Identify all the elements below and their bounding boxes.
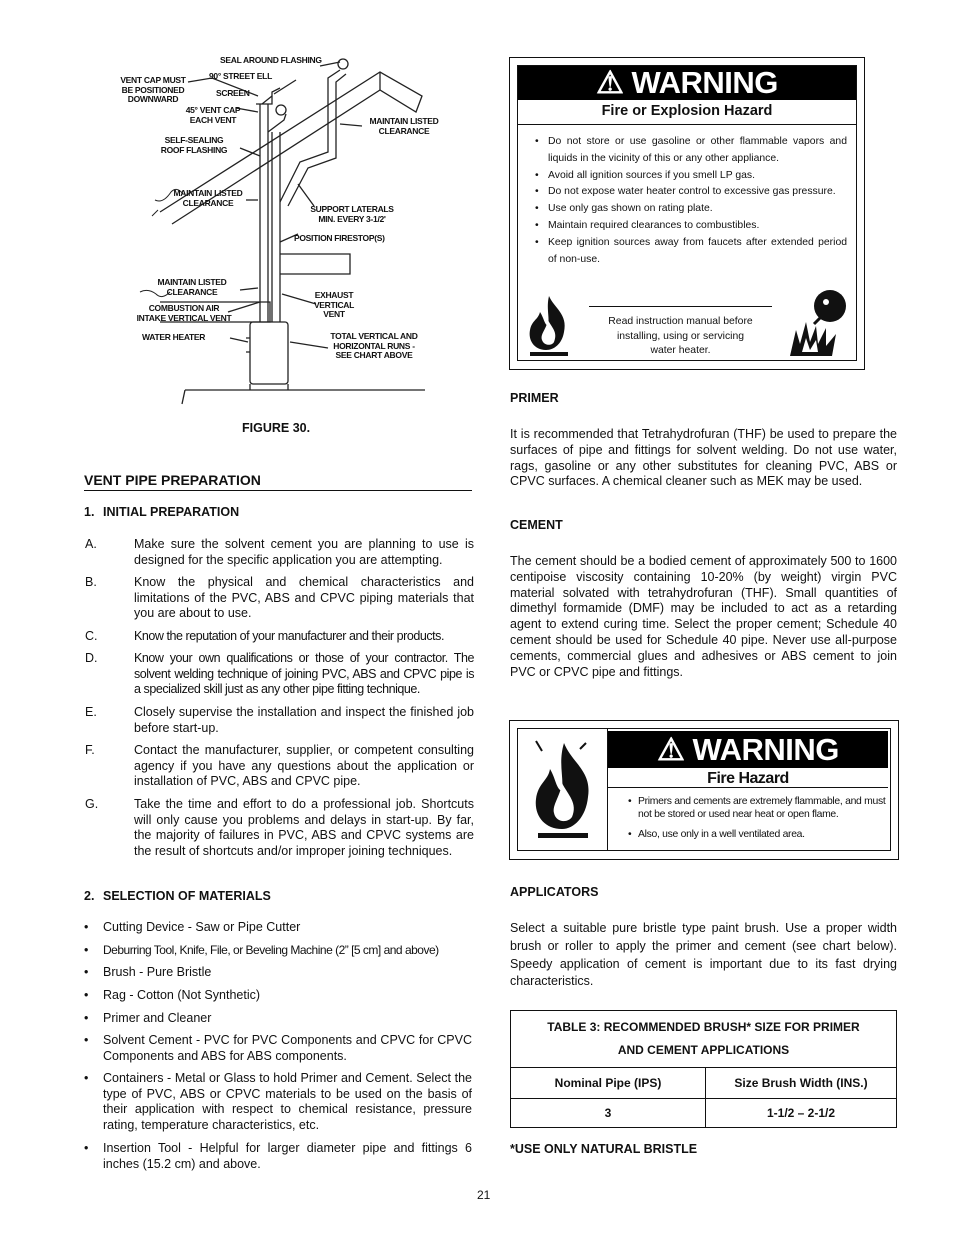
bullet-dot: • (84, 1011, 89, 1025)
list-key: A. (85, 537, 97, 551)
warning-box-fire-explosion (509, 57, 865, 370)
brush-size-table (510, 1010, 897, 1128)
bullet-dot: • (84, 920, 89, 934)
bullet-dot: • (84, 943, 89, 957)
label-total-runs (322, 332, 426, 361)
label-exhaust (306, 291, 362, 320)
warning-item (628, 795, 888, 821)
label-line: COMBUSTION AIR (148, 303, 220, 313)
figure-caption: FIGURE 30. (242, 421, 311, 435)
bullet-text: Solvent Cement - PVC for PVC Components and CPVC for CPVC Components and ABS for ABS components. (103, 1033, 472, 1063)
applicators-text: Select a suitable pure bristle type paint brush. Use a proper width brush or roller to apply the primer and cement (see chart below). Speedy application of cement is important due to its fast drying characteristics. (510, 921, 897, 989)
bullet-dot: • (535, 169, 539, 181)
divider (589, 306, 772, 307)
table-title (511, 1011, 897, 1068)
bullet-dot: • (535, 219, 539, 231)
label-line: SEE CHART ABOVE (335, 350, 413, 360)
label-line: SUPPORT LATERALS (310, 204, 394, 214)
label-combustion (126, 304, 242, 323)
selection-title: SELECTION OF MATERIALS (103, 889, 271, 903)
label-line: INTAKE VERTICAL VENT (136, 312, 232, 323)
label-maintain-mid (166, 189, 250, 208)
label-line: MAINTAIN LISTED (173, 188, 243, 198)
label-water-heater: WATER HEATER (142, 332, 206, 342)
warning-item-text: Avoid all ignition sources if you smell LP gas. (548, 169, 755, 181)
cement-title: CEMENT (510, 518, 563, 532)
bullet-dot: • (628, 796, 632, 807)
bullet-dot: • (535, 203, 539, 215)
warning-subtitle: Fire Hazard (707, 770, 789, 787)
warning-item-text: Do not expose water heater control to excessive gas pressure. (548, 186, 836, 198)
bullet-dot: • (84, 1141, 89, 1155)
label-line: DOWNWARD (127, 94, 179, 104)
warning-item (535, 134, 847, 168)
bullet-dot: • (84, 1071, 89, 1085)
label-line: MAINTAIN LISTED (369, 116, 439, 126)
initial-number: 1. (84, 505, 95, 519)
bullet-text: Insertion Tool - Helpful for larger diameter pipe and fittings 6 inches (15.2 cm) and above. (103, 1141, 472, 1171)
warning-triangle-icon: ⚠ (596, 65, 624, 100)
table-title-row (511, 1011, 897, 1068)
list-key: C. (85, 629, 98, 643)
warning-item (535, 184, 847, 201)
label-line: EXHAUST (314, 290, 354, 300)
warning-item-text: Also, use only in a well ventilated area. (638, 829, 805, 841)
label-seal-flashing: SEAL AROUND FLASHING (220, 55, 322, 65)
list-text: Make sure the solvent cement you are planning to use is designed for the specific application you are attempting. (134, 537, 474, 567)
label-line: EACH VENT (189, 114, 237, 125)
list-key: B. (85, 575, 97, 589)
warning-triangle-icon: ⚠ (657, 732, 685, 767)
applicators-title: APPLICATORS (510, 885, 599, 899)
flame-icon (528, 739, 598, 845)
label-line: MIN. EVERY 3-1/2' (318, 213, 386, 224)
list-key: E. (85, 705, 97, 719)
label-line: SELF-SEALING (164, 135, 224, 145)
label-firestop: POSITION FIRESTOP(S) (294, 233, 385, 243)
label-self-sealing (152, 136, 236, 155)
warning-item-text: Use only gas shown on rating plate. (548, 203, 713, 215)
warning-title: WARNING (692, 732, 839, 767)
bullet-text: Containers - Metal or Glass to hold Primer and Cement. Select the type of PVC, ABS or CPVC materials to be used on the basis of their application with respect to chemical resistance, pressure rating, temperature characteristics, etc. (103, 1071, 472, 1132)
label-street-ell: 90° STREET ELL (209, 71, 272, 81)
list-key: D. (85, 651, 98, 665)
bullet-dot: • (535, 186, 539, 198)
label-maintain-low (150, 278, 234, 297)
warning-item-text: Do not store or use gasoline or other flammable vapors and liquids in the vicinity of this or any other appliance. (548, 136, 847, 164)
table-title-line: TABLE 3: RECOMMENDED BRUSH* SIZE FOR PRIMER (547, 1020, 860, 1034)
list-key: G. (85, 797, 99, 811)
label-screen: SCREEN (216, 88, 250, 98)
warning-item (535, 218, 847, 235)
bullet-dot: • (84, 988, 89, 1002)
list-key: F. (85, 743, 95, 757)
list-text: Contact the manufacturer, supplier, or competent consulting agency if you have any questions about the application or installation of PVC, ABS and CPVC pipe. (134, 743, 474, 788)
primer-title: PRIMER (510, 391, 559, 405)
label-line: HORIZONTAL RUNS - (333, 340, 415, 351)
cement-text: The cement should be a bodied cement of approximately 500 to 1600 centipoise viscosity containing 10-20% (by weight) virgin PVC material solvated with tetrahydrofuran (THF). Small quantities of dimethyl formamide (DMF) may be included to act as a retarding agent to extend curing time. Select the proper cement; Schedule 40 cement should be used for Schedule 40 pipe. Never use all-purpose cements, commercial glues and adhesives or ABS cement to join PVC or CPVC pipe and fittings. (510, 554, 897, 679)
label-maintain-top (362, 117, 446, 136)
bullet-dot: • (84, 1033, 89, 1047)
warning-item-text: Maintain required clearances to combustibles. (548, 219, 760, 231)
page-number: 21 (477, 1188, 491, 1202)
primer-text: It is recommended that Tetrahydrofuran (THF) be used to prepare the surfaces of pipe and fittings for solvent welding. Do not use water, rags, gasoline or any other substitutes for cleaning PVC, ABS or CPVC surfaces. A chemical cleaner such as MEK may be used. (510, 427, 897, 489)
list-text: Know the physical and chemical characteristics and limitations of the PVC, ABS and CPVC piping materials that you are about to use. (134, 575, 474, 620)
label-line: MAINTAIN LISTED (157, 277, 227, 287)
label-line: TOTAL VERTICAL AND (330, 331, 418, 341)
warning-inner (517, 728, 891, 851)
warning-header (608, 731, 888, 768)
bullet-dot: • (535, 136, 539, 147)
label-line: VERTICAL (313, 299, 355, 310)
bullet-dot: • (628, 829, 632, 841)
vent-diagram (100, 52, 460, 412)
bullet-dot: • (535, 236, 539, 248)
section-title: VENT PIPE PREPARATION (84, 472, 472, 491)
label-vent-cap (110, 76, 196, 105)
flame-icon (524, 294, 574, 358)
label-line: VENT (323, 309, 345, 319)
warning-subtitle: Fire or Explosion Hazard (601, 103, 773, 119)
warning-item-text: Keep ignition sources away from faucets after extended period of non-use. (548, 236, 847, 265)
label-line: VENT CAP MUST (120, 75, 186, 85)
bullet-text: Rag - Cotton (Not Synthetic) (103, 988, 261, 1002)
warning-items (535, 134, 847, 268)
bullet-text: Primer and Cleaner (103, 1011, 212, 1025)
divider (608, 787, 888, 788)
read-manual-notice (589, 315, 772, 359)
notice-line: installing, using or servicing (616, 330, 745, 342)
bullet-text: Brush - Pure Bristle (103, 965, 212, 979)
label-support-laterals (304, 205, 400, 224)
table-cell: 3 (511, 1099, 706, 1128)
notice-line: Read instruction manual before (608, 316, 753, 327)
label-line: 45° VENT CAP (185, 105, 241, 115)
warning-item (535, 201, 847, 218)
table-header: Nominal Pipe (IPS) (511, 1068, 706, 1099)
table-cell: 1-1/2 – 2-1/2 (706, 1099, 897, 1128)
label-line: BE POSITIONED (121, 84, 185, 95)
label-line: ROOF FLASHING (160, 144, 228, 155)
list-text: Closely supervise the installation and inspect the finished job before start-up. (134, 705, 474, 735)
notice-line: water heater. (650, 345, 711, 356)
bullet-text: Cutting Device - Saw or Pipe Cutter (103, 920, 301, 934)
warning-item (535, 168, 847, 185)
warning-box-fire-hazard (509, 720, 899, 860)
table-title-line: AND CEMENT APPLICATIONS (617, 1043, 790, 1057)
label-vent-cap-45 (176, 106, 250, 125)
explosion-icon (786, 284, 854, 358)
warning-items (628, 795, 888, 849)
table-row (511, 1099, 897, 1128)
warning-item-text: Primers and cements are extremely flammable, and must not be stored or used near heat or open flame. (638, 796, 886, 821)
list-text: Take the time and effort to do a professional job. Shortcuts will only cause you problems and delays in start-up. By far, the majority of failures in PVC, ABS and CPVC systems are the result of shortcuts and/or improper joining techniques. (134, 797, 474, 858)
warning-item (628, 828, 888, 841)
warning-item (535, 235, 847, 269)
warning-header (518, 66, 856, 100)
table-header: Size Brush Width (INS.) (706, 1068, 897, 1099)
initial-title: INITIAL PREPARATION (103, 505, 240, 519)
label-line: CLEARANCE (378, 125, 430, 136)
label-line: CLEARANCE (166, 286, 218, 297)
bullet-text: Deburring Tool, Knife, File, or Beveling Machine (2” [5 cm] and above) (103, 943, 439, 957)
list-text: Know your own qualifications or those of your contractor. The solvent welding technique of joining PVC, ABS and CPVC pipe is a specialized skill just as any other pipe fitting technique. (134, 651, 474, 696)
warning-title: WARNING (631, 65, 778, 100)
label-line: CLEARANCE (182, 197, 234, 208)
table-header-row (511, 1068, 897, 1099)
bullet-dot: • (84, 965, 89, 979)
list-text: Know the reputation of your manufacturer and their products. (134, 629, 444, 643)
table-note: *USE ONLY NATURAL BRISTLE (510, 1142, 698, 1156)
divider (518, 124, 856, 125)
warning-inner (517, 65, 857, 361)
selection-number: 2. (84, 889, 95, 903)
